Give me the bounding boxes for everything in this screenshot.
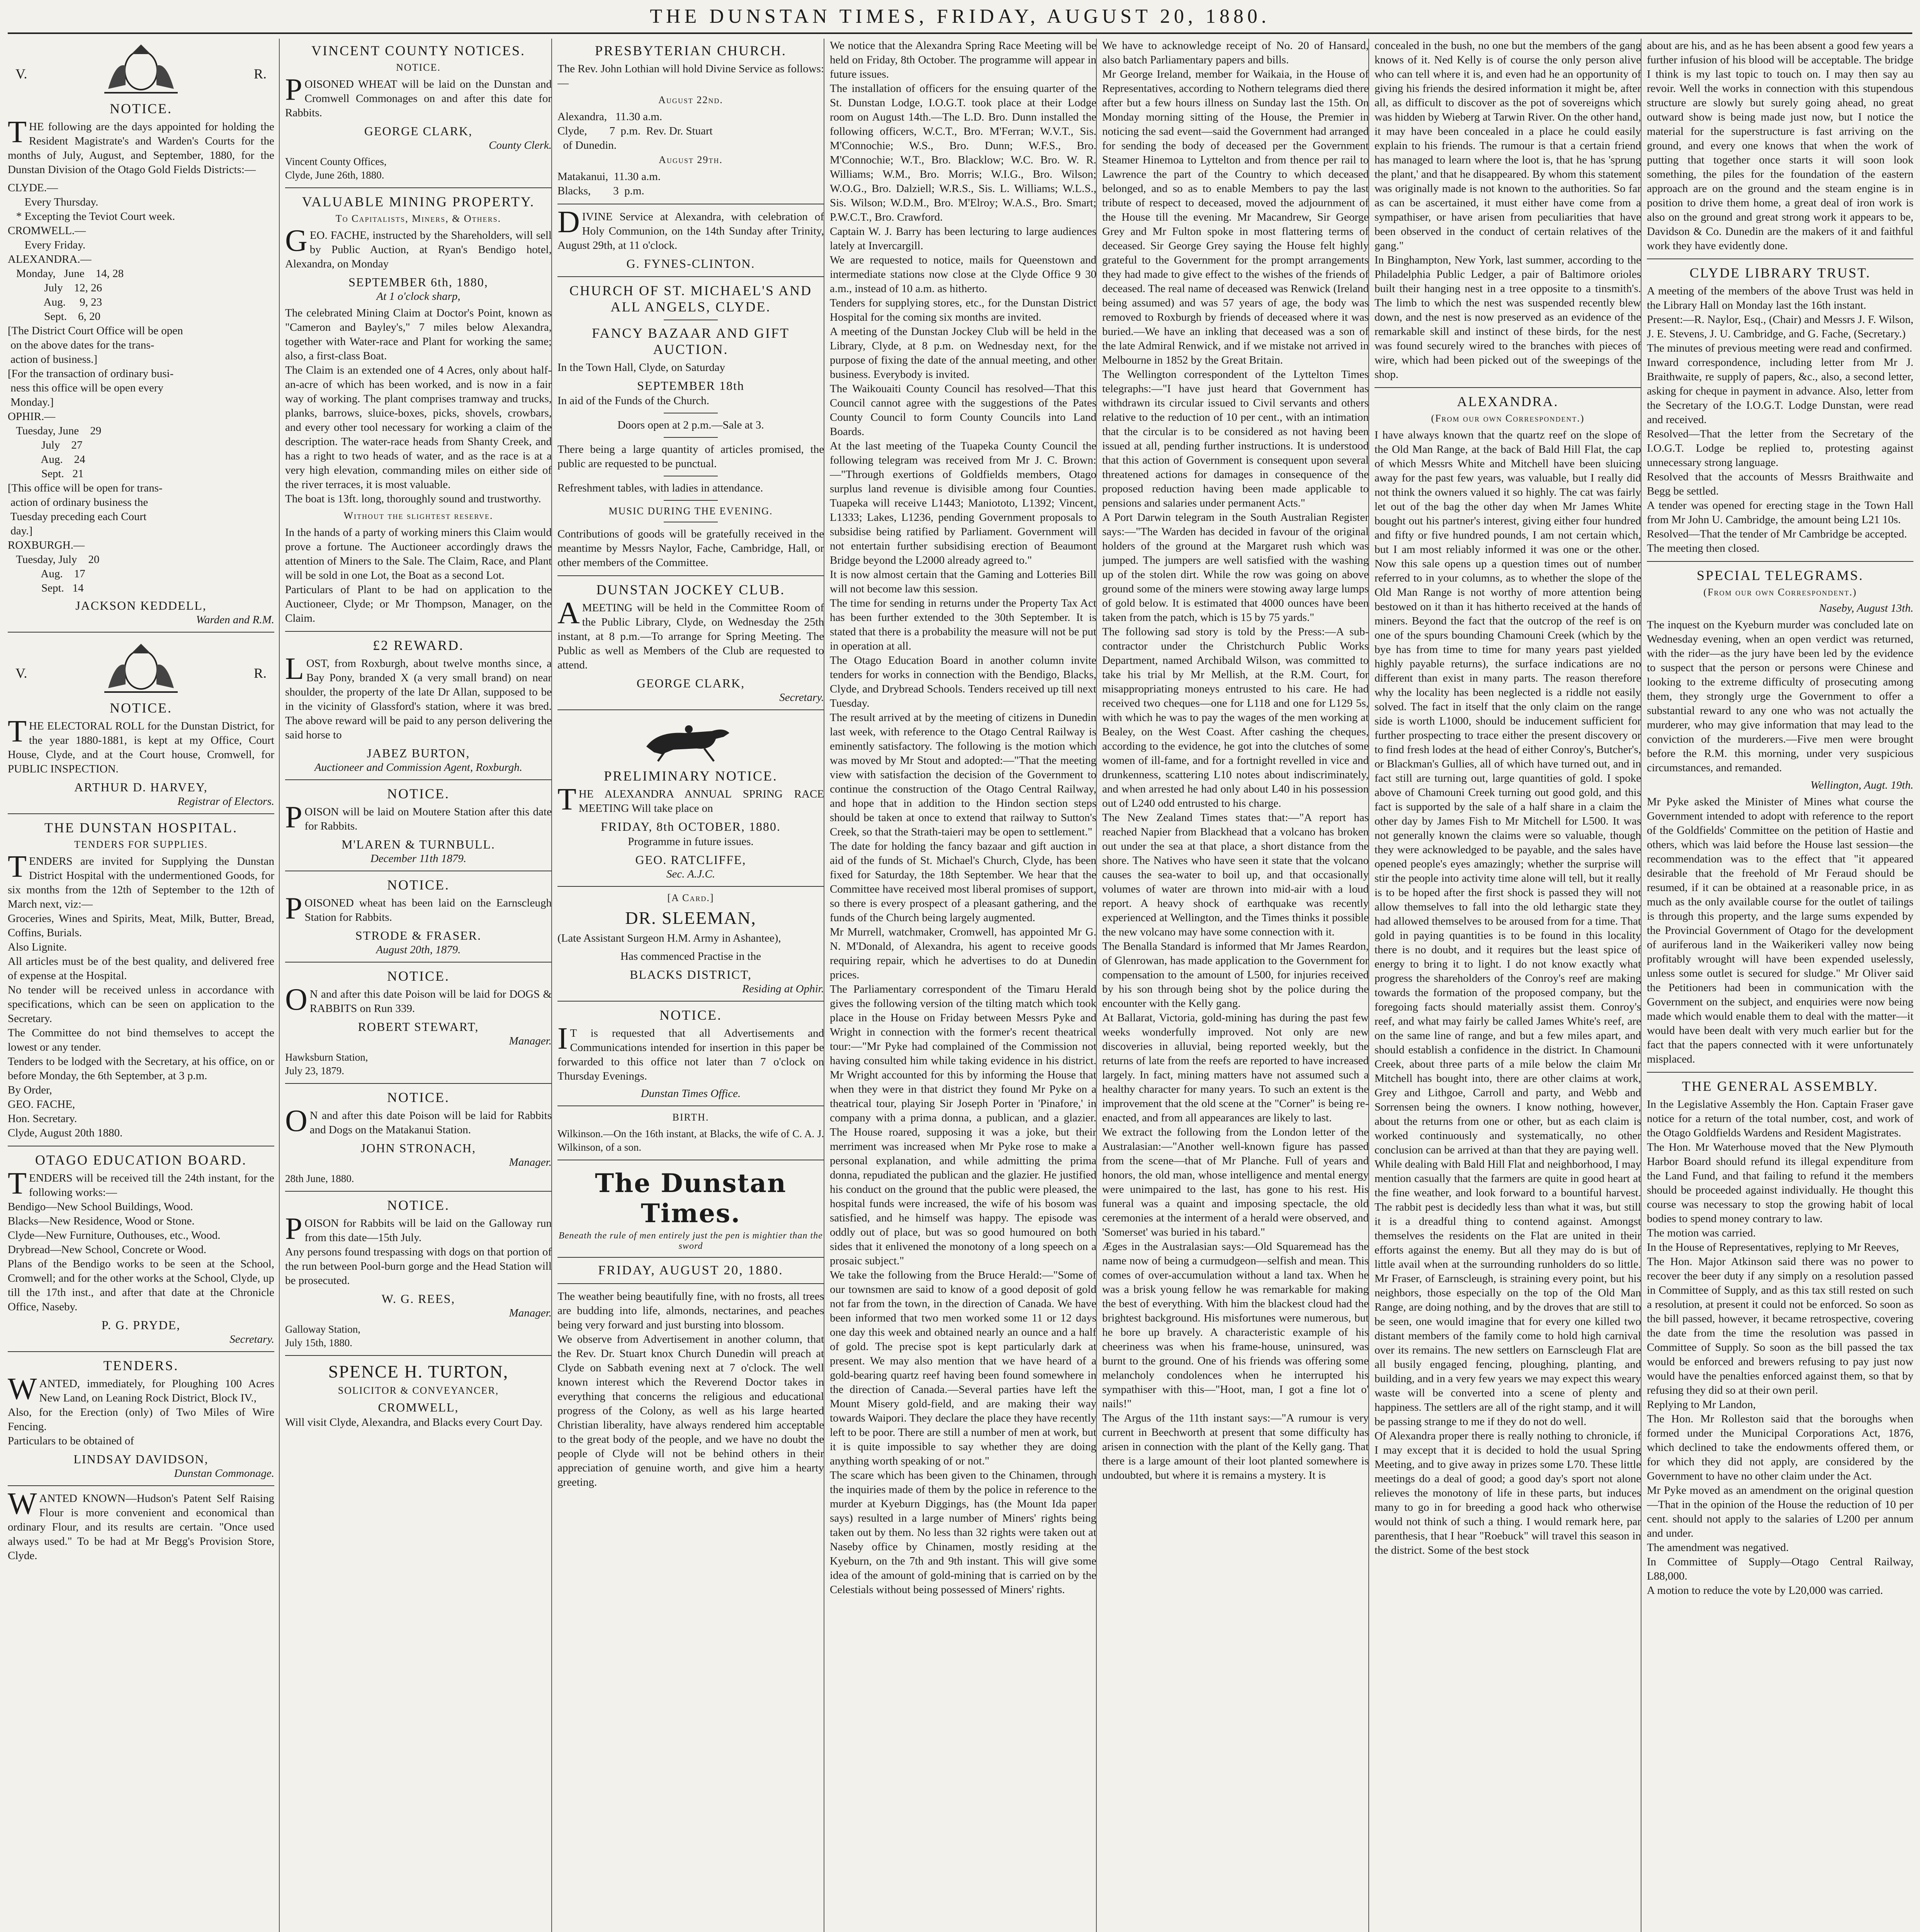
notice-body: POISON will be laid on Moutere Station after this date for Rabbits. — [285, 800, 552, 834]
notice-body: THE ELECTORAL ROLL for the Dunstan District, for the year 1880-1881, is kept at my Office, Court House, Clyde, and at the Court house, Cromwell, for PUBLIC INSPECTION. — [8, 714, 274, 775]
section-subheading: (From our own Correspondent.) — [1431, 413, 1585, 424]
signature: JABEZ BURTON, — [367, 746, 470, 760]
signature: JACKSON KEDDELL, — [75, 599, 207, 612]
divider — [1375, 387, 1641, 388]
column-rule — [279, 39, 280, 1932]
news-body: I have always known that the quartz reef on the slope of the Old Man Range, at the back of Bald Hill Flat, the cap of which Messrs White and Mitchell have been sluicing away for the past few years, was valuable, but I really did not think the owners valued it so highly. The cat was fairly let out of the bag the other day when Mr James White bought out his partner's interest, giving either four hundred and fifty or five hundred pounds, I am not certain which, but I am most reliably informed it was one or the other. Now this sale opens up a question times out of number referred to in your columns, as to whether the slope of the Old Man Range is not worthy of more attention being bestowed on it than it has hitherto received at the hands of miners. Beyond the fact that the outcrop of the reef is on one of the spurs bounding Chamouni Creek (which by the bye has from time to time for many years past yielded highly payable returns), the surface indications are no different than exist in many parts. The reason therefore why the locality has been neglected is a riddle not easily solved. The fact in itself that the only claim on the range side is worth L1000, should be inducement sufficient for further prospecting to trace either the present discovery or to find fresh lodes at the head of either Conroy's, Butcher's, or Blackman's Gullies, all of which have turned out, and in fact still are turning out, large quantities of gold. I spoke above of Chamouni Creek turning out good gold, and this fact is supported by the sale of a half share in a claim the other day by James Fish to Mr Mitchell for L500. It was not generally known the claims were so valuable, though they were acknowledged to be payable, and the sales have opened people's eyes amazingly; whether the surprise will stir the people into activity time alone will tell, but it really is to be hoped after the first shock is passed they will not allow themselves to fall into the old lethargic state they had allowed themselves to be aroused from for a time. That gold in paying quantities is to be found in this locality there is no doubt, and it requires but the least spice of energy to bring it to light. I do not know exactly what progress the shareholders of the Conroy's reef are making towards the formation of the proposed company, but the foregoing facts should materially assist them. Conroy's reef, and what may fairly be called James White's reef, are on the same line of range, and but a few miles apart, and should establish a confidence in the district. In Chamouni Creek, about three parts of a mile below the claim Mr Mitchell has bought into, there are other claims at work, Grey and Lithgoe, Carroll and party, and Webb and Sorrensen being the owners. I know nothing, however, about the returns from one or other, but as each claim is worked continuously and systematically, no other conclusion can be arrived at than that they are paying well. While dealing with Bald Hill Flat and neighborhood, I may mention casually that the farmers are quite in good heart at the fine weather, and look forward to a bountiful harvest. The rabbit pest is decidedly less than what it was, but still it is a dreadful thing to contend against. Amongst themselves the residents on the Flat are united in their efforts against the enemy. But all they may do is but of little avail when at the surrounding runholders do so little. Mr Fraser, of Earnscleugh, is straining every point, but his neighbors, those especially on the top of the Old Man Range, are doing nothing, and by the droves that are still to be seen, one would imagine that for every one killed two distant members of the family come to hold high carnival over its remains. The new settlers on Earnscleugh Flat are all busily engaged fencing, ploughing, planting, and building, and in a very few years we may expect this weary waste will be converted into a scene of plenty and happiness. The settlers are all of the right stamp, and it will be passing strange to me if they do not do well. Of Alexandra proper there is really nothing to chronicle, if I may except that it is decided to hold the usual Spring Meeting, and to give away in prizes some L70. These little meetings do a deal of good; a good day's sport not alone relieves the monotony of life in these parts, but induces many to go in for breeding a good hack who otherwise would not think of such a thing. I would remark here, par parenthesis, that I hear "Roebuck" will travel this season in the district. Some of the best stock — [1375, 429, 1641, 1556]
notice-body: ON and after this date Poison will be laid for DOGS & RABBITS on Run 339. — [285, 983, 552, 1017]
notice-body: POISON for Rabbits will be laid on the Galloway run from this date—15th July. Any persons found trespassing with dogs on that portion of the run between Pool-burn gorge and the Head Station will be prosecuted. — [285, 1212, 552, 1287]
notice-body: POISONED WHEAT will be laid on the Dunstan and Cromwell Commonages on and after this date for Rabbits. — [285, 73, 552, 119]
section-heading: DR. SLEEMAN, — [625, 908, 756, 928]
auction-time: At 1 o'clock sharp, — [376, 290, 460, 303]
divider — [8, 813, 274, 814]
notice-place: Hawksburn Station, July 23, 1879. — [285, 1051, 368, 1077]
notice-place: Galloway Station, July 15th, 1880. — [285, 1323, 360, 1349]
signature: LINDSAY DAVIDSON, — [73, 1452, 209, 1466]
news-body: The inquest on the Kyeburn murder was concluded late on Wednesday evening, when an open verdict was returned, with the rider—as the jury have been led by the evidence to suspect that the person or persons were Chinese and looking to the extreme difficulty of prosecuting among them, they strongly urge the Government to offer a substantial reward to any one who was not actually the murderer, who may give information that may lead to the conviction of the murderers.—Five men were brought before the R.M. this morning, under very suspicious circumstances, and remanded. — [1647, 619, 1913, 774]
signature-title: Dunstan Commonage. — [174, 1467, 274, 1480]
event-date: SEPTEMBER 18th — [637, 379, 744, 393]
reserve-note: Without the slightest reserve. — [343, 510, 493, 521]
notice-place: Vincent County Offices, Clyde, June 26th, 1880. — [285, 156, 387, 181]
divider — [557, 1257, 824, 1258]
page-masthead: THE DUNSTAN TIMES, FRIDAY, AUGUST 20, 1880. — [650, 5, 1270, 27]
section-heading: SPENCE H. TURTON, — [328, 1362, 509, 1381]
notice-body: TENDERS are invited for Supplying the Dunstan District Hospital with the undermentioned Goods, for six months from the 12th of September to the 12th of March next, viz:— Groceries, Wines and Spirits, Meat, Milk, Butter, Bread, Coffins, Burials. Also Lignite. All articles must be of the best quality, and delivered free of expense at the Hospital. No tender will be received unless in accordance with specifications, which can be seen on application to the Secretary. The Committee do not bind themselves to accept the lowest or any tender. Tenders to be lodged with the Secretary, at his office, on or before Monday, the 6th September, at 3 p.m. By Order, GEO. FACHE, Hon. Secretary. Clyde, August 20th 1880. — [8, 850, 274, 1139]
notice-body: THE ALEXANDRA ANNUAL SPRING RACE MEETING Will take place on — [557, 782, 824, 816]
royal-crest — [8, 638, 274, 696]
notice-body: IT is requested that all Advertisements and Communications intended for insertion in this paper be forwarded to this office not later than 7 o'clock on Thursday Evenings. — [557, 1022, 824, 1082]
notice-body: In aid of the Funds of the Church. — [557, 395, 710, 407]
section-heading: PRESBYTERIAN CHURCH. — [595, 43, 787, 58]
section-subheading: MUSIC DURING THE EVENING. — [608, 505, 773, 517]
dateline: Naseby, August 13th. — [1819, 602, 1913, 614]
notice-body: THE following are the days appointed for holding the Resident Magistrate's and Warden's Courts for the months of July, August, and September, 1880, for the Dunstan Division of the Otago Gold Fields Districts:— — [8, 115, 274, 176]
notice-body: Will visit Clyde, Alexandra, and Blacks every Court Day. — [285, 1416, 543, 1429]
divider — [285, 962, 552, 963]
divider — [557, 1001, 824, 1002]
divider — [8, 632, 274, 633]
section-heading: NOTICE. — [387, 786, 450, 801]
town-name: CROMWELL, — [378, 1400, 459, 1414]
signature-title: Manager. — [509, 1307, 552, 1319]
divider — [557, 1105, 824, 1106]
notice-body: Refreshment tables, with ladies in attendance. — [557, 482, 763, 494]
section-heading: NOTICE. — [387, 968, 450, 984]
section-heading: NOTICE. — [659, 1007, 722, 1023]
column-7 — [1647, 39, 1913, 1932]
notice-date: 28th June, 1880. — [285, 1173, 354, 1184]
coat-of-arms-icon — [93, 39, 189, 97]
signature: G. FYNES-CLINTON. — [626, 257, 755, 270]
section-heading: NOTICE. — [110, 700, 172, 716]
divider — [1647, 561, 1913, 562]
divider — [285, 631, 552, 632]
notice-body: Doors open at 2 p.m.—Sale at 3. — [617, 419, 764, 431]
section-heading: CHURCH OF ST. MICHAEL'S AND ALL ANGELS, CLYDE. — [569, 283, 812, 315]
notice-body: (Late Assistant Surgeon H.M. Army in Ashantee), — [557, 932, 781, 944]
section-heading: ALEXANDRA. — [1457, 394, 1559, 409]
section-heading: NOTICE. — [387, 1197, 450, 1213]
crest-letter-right: R. — [253, 665, 267, 681]
royal-crest — [8, 39, 274, 97]
district-name: BLACKS DISTRICT, — [630, 968, 752, 981]
divider — [285, 1083, 552, 1084]
signature: GEORGE CLARK, — [636, 676, 745, 690]
notice-body: DIVINE Service at Alexandra, with celebration of Holy Communion, on the 14th Sunday after Trinity, August 29th, at 11 o'clock. — [557, 205, 824, 252]
section-heading: PRELIMINARY NOTICE. — [604, 768, 778, 784]
section-heading: TENDERS. — [103, 1358, 179, 1373]
section-subheading: BIRTH. — [672, 1112, 709, 1123]
signature-title: Warden and R.M. — [196, 614, 274, 626]
notice-body: There being a large quantity of articles promised, the public are requested to be punctual. — [557, 443, 824, 470]
signature-title: Auctioneer and Commission Agent, Roxburgh. — [314, 761, 523, 774]
signature-title: Registrar of Electors. — [177, 795, 274, 808]
signature-title: Sec. A.J.C. — [666, 868, 715, 880]
service-date: August 29th. — [659, 154, 723, 165]
column-3 — [557, 39, 824, 1932]
signature-title: Manager. — [509, 1156, 552, 1168]
column-1 — [8, 39, 274, 1932]
signature: W. G. REES, — [381, 1292, 455, 1306]
signature-title: Manager. — [509, 1035, 552, 1047]
divider — [557, 1283, 824, 1284]
notice-body: AMEETING will be held in the Committee Room of the Public Library, Clyde, on Wednesday the 25th instant, at 8 p.m.—To arrange for Spring Meeting. The Public as well as Members of the Club are requested to attend. — [557, 596, 824, 671]
divider — [285, 779, 552, 780]
section-subheading: TENDERS FOR SUPPLIES. — [74, 839, 208, 850]
section-heading: NOTICE. — [110, 101, 172, 116]
signature: STRODE & FRASER. — [355, 929, 482, 942]
signature-title: Secretary. — [779, 691, 824, 704]
signature-title: Secretary. — [229, 1333, 274, 1345]
column-4 — [830, 39, 1096, 1932]
newspaper-title: The Dunstan Times. — [595, 1168, 787, 1228]
signature: JOHN STRONACH, — [360, 1141, 476, 1155]
signature: M'LAREN & TURNBULL. — [342, 837, 495, 851]
notice-body: TENDERS will be received till the 24th instant, for the following works:— Bendigo—New School Buildings, Wood. Blacks—New Residence, Wood or Stone. Clyde—New Furniture, Outhouses, etc., Wood. Drybread—New School, Concrete or Wood. Plans of the Bendigo works to be seen at the School, Cromwell; and for the other works at the School, Clyde, up till the 17th inst., and after that date at the Chronicle Office, Naseby. — [8, 1167, 274, 1313]
notice-body: In the Town Hall, Clyde, on Saturday — [557, 361, 725, 374]
divider — [557, 709, 824, 710]
service-schedule: Matakanui, 11.30 a.m. Blacks, 3 p.m. — [557, 170, 661, 197]
notice-body: Programme in future issues. — [628, 835, 754, 848]
section-heading: VINCENT COUNTY NOTICES. — [311, 43, 525, 58]
news-body: about are his, and as he has been absent a good few years a further infusion of his blood will be acceptable. The bridge I think is my last topic to touch on. I may then say au revoir. Well the works in connection with this stupendous structure are slowly but surely going ahead, no great outward show is being made just now, but I notice the material for the superstructure is fast arriving on the ground, and every one knows that when the work of putting that together once starts it will soon look something, the piles for the foundation of the eastern approach are on the ground and the steam engine is in position to drive them home, a great deal of iron work is also on the ground and great strong work it appears to be, Davidson & Co. Dunedin are the makers of it and faithful work they have evidently done. — [1647, 39, 1913, 252]
column-6 — [1375, 39, 1641, 1932]
notice-body: Contributions of goods will be gratefully received in the meantime by Messrs Naylor, Fache, Cambridge, Hall, or other members of the Committee. — [557, 528, 824, 569]
signature: ROBERT STEWART, — [358, 1020, 479, 1034]
service-date: August 22nd. — [658, 94, 723, 105]
section-heading: £2 REWARD. — [373, 638, 464, 653]
notice-body: The celebrated Mining Claim at Doctor's Point, known as "Cameron and Bayley's," 7 miles below Alexandra, together with Water-race and Plant for working the same; also, a first-class Boat. The Claim is an extended one of 4 Acres, only about half-an-acre of which has been worked, and is now in a fair way of working. The plant comprises tramway and trucks, planks, barrows, sluice-boxes, picks, shovels, crowbars, and every other tool necessary for working a claim of the description. The water-race heads from Shanty Creek, and has a right to two heads of water, and as the race is at a very high elevation, commanding miles on either side of the river terraces, it is most valuable. The boat is 13ft. long, thoroughly sound and trustworthy. — [285, 307, 552, 505]
signature: GEO. RATCLIFFE, — [635, 853, 746, 867]
coat-of-arms-icon — [93, 638, 189, 696]
section-heading: NOTICE. — [387, 877, 450, 893]
divider — [8, 1351, 274, 1352]
divider — [285, 1191, 552, 1192]
crest-letter-right: R. — [253, 66, 267, 82]
signature: Dunstan Times Office. — [641, 1087, 741, 1100]
advertisement-body: WANTED KNOWN—Hudson's Patent Self Raising Flour is more convenient and economical than ordinary Flour, and its results are certain. "Once used always used." To be had at Mr Begg's Provision Store, Clyde. — [8, 1487, 274, 1562]
section-heading: FANCY BAZAAR AND GIFT AUCTION. — [591, 325, 790, 357]
divider — [285, 1355, 552, 1356]
news-body: A meeting of the members of the above Trust was held in the Library Hall on Monday last the 16th instant. Present:—R. Naylor, Esq., (Chair) and Messrs J. F. Wilson, J. E. Stevens, J. U. Cambridge, and G. Fache, (Secretary.) The minutes of previous meeting were read and confirmed. Inward correspondence, including letter from Mr J. Braithwaite, re supply of papers, &c., also, a second letter, asking for cheque in payment in advance. Also, letter from the Secretary of the I.O.G.T. Lodge Dunstan, were read and received. Resolved—That the letter from the Secretary of the I.O.G.T. Lodge be replied to, protesting against unnecessary strong language. Resolved that the accounts of Messrs Braithwaite and Begg be settled. A tender was opened for erecting stage in the Town Hall from Mr John U. Cambridge, the amount being L21 10s. Resolved—That the tender of Mr Cambridge be accepted. The meeting then closed. — [1647, 285, 1913, 554]
editorial-body: The weather being beautifully fine, with no frosts, all trees are budding into life, almonds, nectarines, and peaches being very forward and just bursting into blossom. We observe from Advertisement in another column, that the Rev. Dr. Stuart knox Church Dunedin will preach at Clyde on Sabbath evening next at 7 o'clock. The well known interest which the Reverend Doctor takes in everything that concerns the religious and educational progress of the Colony, as well as his large hearted Christian liberality, have always rendered him acceptable to the great body of the people, and we have no doubt the people of Clyde will not be behind others in their appreciation of genuine worth, and give him a hearty greeting. — [557, 1290, 824, 1488]
masthead-rule — [8, 32, 1912, 34]
signature-title: County Clerk. — [489, 139, 552, 151]
residence: Residing at Ophir. — [742, 983, 824, 995]
notice-body: WANTED, immediately, for Ploughing 100 Acres New Land, on Leaning Rock District, Block IV., Also, for the Erection (only) of Two Miles of Wire Fencing. Particulars to be obtained of — [8, 1372, 274, 1447]
section-heading: VALUABLE MINING PROPERTY. — [302, 194, 535, 209]
event-date: FRIDAY, 8th OCTOBER, 1880. — [601, 820, 781, 833]
notice-body: Wilkinson.—On the 16th instant, at Blacks, the wife of C. A. J. Wilkinson, of a son. — [557, 1128, 824, 1153]
section-heading: THE DUNSTAN HOSPITAL. — [44, 820, 238, 835]
divider — [8, 1485, 274, 1486]
section-subheading: NOTICE. — [396, 62, 441, 73]
news-body: We have to acknowledge receipt of No. 20 of Hansard, also batch Parliamentary papers and bills. Mr George Ireland, member for Waikaia, in the House of Representatives, according to Nothern telegrams died there after but a few hours illness on Sunday last the 15th. On Monday morning sitting of the House, the Premier in noticing the sad event—said the Government had arranged for sending the body of deceased per the Government Steamer Hinemoa to Lyttelton and from thence per rail to Lawrence the part of the Country to which deceased belonged, and so as to enable Members to pay the last tribute of respect to deceased, moved the adjournment of the House till the evening. Mr Macandrew, Sir George Grey and Mr Fulton spoke in most flattering terms of deceased. Sir George Grey saying the House felt highly grateful to the Government for the prompt arrangements they had made to give effect to the wishes of the friends of deceased. The real name of deceased was Renwick (Ireland being assumed) and was 57 years of age, the body was removed to Roxburgh by friends of deceased where it was buried.—We have an inkling that deceased was a son of the late Admiral Renwick, and if we mistake not arrived in Melbourne in 1852 by the Great Britain. The Wellington correspondent of the Lyttelton Times telegraphs:—"I have just heard that Government has withdrawn its circular issued to Civil servants and others relative to the reduction of 10 per cent., with an intimation that the circular is to be considered as not having been issued at all, pending further instructions. It is understood that this action of Government is consequent upon several threatened actions for damages in consequence of the proposed reduction having been made applicable to pensions and salaries under permanent Acts." A Port Darwin telegram in the South Australian Register says:—"The Warden has decided in favour of the original holders of the ground at the Margaret rush which was jumped. The jumpers are well satisfied with the washing up of the stolen dirt. While the row was going on above ground some of the miners were stowing away large lumps of gold below. It is estimated that 4000 ounces have been taken from the patch, which is 15 by 75 yards." The following sad story is told by the Press:—A sub-contractor under the Christchurch Public Works Department, named Archibald Wilson, was committed to take his trial by Mr Mellish, at the R.M. Court, for misappropriating moneys entrusted to his care. He had received two cheques—one for L118 and one for L129 5s, with which he was to pay the wages of the men working at Bealey, on the West Coast. After cashing the cheques, according to the evidence, he got into the clutches of some women of ill-fame, and for a fortnight revelled in vice and drunkenness, scattering L10 notes about indiscriminately, and when arrested he had only about L40 in his possession out of L240 odd entrusted to his charge. The New Zealand Times states that:—"A report has reached Napier from Blackhead that a volcano has broken out under the sea at that place, a short distance from the shore. The Natives who have seen it state that the volcano causes the sea-water to boil up, and that occasionally volumes of water are thrown into mid-air with a loud report. A heavy shock of earthquake was recently experienced at Wellington, and the Times thinks it possible the new volcano may have some connection with it. The Benalla Standard is informed that Mr James Reardon, of Glenrowan, has made application to the Government for compensation to the amount of L500, for injuries received by his son through being shot by the police during the encounter with the Kelly gang. At Ballarat, Victoria, gold-mining has during the past few weeks wonderfully improved. Not only are new discoveries in alluvial, being reported weekly, but the returns of late from the reefs are reported to have increased largely. In fact, mining matters have not assumed such a healthy character for many years. To such an extent is the improvement that the old scene at the "Corner" is being re-enacted, and from all appearances are likely to last. We extract the following from the London letter of the Australasian:—"Another well-known figure has passed from the scene—that of Mr Planche. Full of years and honors, the old man, whose intelligence and mental energy were unimpaired to the last, has gone to his rest. His funeral was a quaint and imposing spectacle, the old ceremonies at the interment of a herald were observed, and 'Somerset' was buried in his tabard." Æges in the Australasian says:—Old Squaremead has the name now of being a curmudgeon—selfish and mean. This comes of over-accumulation without a land tax. When he was a brisk young fellow he was remarkable for making the best of everything. With him the blackest cloud had the brightest background. His misfortunes were numerous, but he bore up bravely. A characteristic example of his cheeriness was when his frame-house, uninsured, was burnt to the ground. One of his friends was offering some melancholy condolences when he interrupted his sympathiser with this—"Hoot, man, I got a fine lot o' nails!" The Argus of the 11th instant says:—"A rumour is very current in Beechworth at present that some difficulty has arisen in connection with the plant of the Kelly gang. That there is a large amount of their loot planted somewhere is undoubted, but where it is remains a mystery. It is — [1102, 39, 1369, 1481]
column-2 — [285, 39, 552, 1932]
dateline: Wellington, Augt. 19th. — [1810, 779, 1913, 791]
section-subheading: (From our own Correspondent.) — [1703, 587, 1857, 598]
card-label: [A Card.] — [667, 892, 714, 903]
news-body: Mr Pyke asked the Minister of Mines what course the Government intended to adopt with reference to the report of the Goldfields' Committee on the petition of Hastie and others, which was laid before the House last session—the recommendation was to the effect that "it appeared desirable that the freehold of Mr Feraud should be resumed, if it can be obtained at a reasonable price, in as much as the only available course for the outlet of tailings is through this property, and the large sums expended by the Provincial Government of Otago for the development of auriferous land in the Waikerikeri valley now being profitably wrought will have been expended uselessly, unless some outlet is secured for sludge." Mr Oliver said the Petitioners had been in communication with the Government on the subject, and enquiries were now being made which would enable them to deal with the matter—it would have been dealt with very much earlier but for the fact that the papers connected with it were unfortunately misplaced. — [1647, 796, 1913, 1065]
service-schedule: Alexandra, 11.30 a.m. Clyde, 7 p.m. Rev. Dr. Stuart of Dunedin. — [557, 111, 713, 151]
column-5 — [1102, 39, 1369, 1932]
notice-body: GEO. FACHE, instructed by the Shareholders, will sell by Public Auction, at Ryan's Bendigo hotel, Alexandra, on Monday — [285, 224, 552, 270]
notice-body: Has commenced Practise in the — [620, 950, 761, 963]
notice-date: December 11th 1879. — [370, 852, 467, 865]
notice-body: POISONED wheat has been laid on the Earnscleugh Station for Rabbits. — [285, 891, 552, 925]
racehorse-icon — [557, 716, 824, 762]
divider — [557, 886, 824, 887]
court-schedule: CLYDE.— Every Thursday. * Excepting the Teviot Court week. CROMWELL.— Every Friday. ALEXANDRA.— Monday, June 14, 28 July 12, 26 Aug. 9, 23 Sept. 6, 20 [The District Court Office will be open on the above dates for the trans- action of business.] [For the transaction of ordinary busi- ness this office will be open every Monday.] OPHIR.— Tuesday, June 29 July 27 Aug. 24 Sept. 21 [This office will be open for trans- action of ordinary business the Tuesday preceding each Court day.] ROXBURGH.— Tuesday, July 20 Aug. 17 Sept. 14 — [8, 182, 183, 594]
notice-body: LOST, from Roxburgh, about twelve months since, a Bay Pony, branded X (a very small brand) on near shoulder, the property of the late Dr Allan, supposed to be in the vicinity of Glassford's station, where it was bred. The above reward will be paid to any person delivering the said horse to — [285, 652, 552, 741]
signature: GEORGE CLARK, — [364, 124, 473, 138]
divider — [1647, 1072, 1913, 1073]
notice-body: The Rev. John Lothian will hold Divine Service as follows:— — [557, 63, 824, 89]
section-heading: NOTICE. — [387, 1090, 450, 1105]
crest-letter-left: V. — [15, 665, 27, 681]
section-heading: SPECIAL TELEGRAMS. — [1696, 568, 1864, 583]
signature: ARTHUR D. HARVEY, — [74, 780, 208, 794]
divider — [557, 575, 824, 576]
news-body: In the Legislative Assembly the Hon. Captain Fraser gave notice for a return of the total number, cost, and work of the Otago Goldfields Wardens and Resident Magistrates. The Hon. Mr Waterhouse moved that the New Plymouth Harbor Board should refund its illegal expenditure from the Land Fund, and that failing to refund it the members should be proceeded against individually. He thought this course was necessary to stop the growing habit of local bodies to spend money contrary to law. The motion was carried. In the House of Representatives, replying to Mr Reeves, The Hon. Major Atkinson said there was no power to recover the beer duty if any simply on a resolution passed in Committee of Supply, and as this tax still rested on such a resolution, at present it could not be enforced. So soon as the bill passed, however, it became retrospective, covering the date from the time the resolution was passed in Committee of Supply. So soon as the bill passed the tax would be enforced and brewers refusing to pay just now would have the penalties enforced against them, so that by refusing they did so at their own peril. Replying to Mr Landon, The Hon. Mr Rolleston said that the boroughs when formed under the Municipal Corporations Act, 1876, which declined to take the endowments offered them, or for which they did not apply, are considered by the Government to have no other claim under the Act. Mr Pyke moved as an amendment on the original question—That in the opinion of the House the reduction of 10 per cent. should not apply to the salaries of L200 per annum and under. The amendment was negatived. In Committee of Supply—Otago Central Railway, L88,000. A motion to reduce the vote by L20,000 was carried. — [1647, 1098, 1913, 1597]
divider — [664, 437, 718, 438]
issue-date: FRIDAY, AUGUST 20, 1880. — [598, 1263, 783, 1277]
notice-body: ON and after this date Poison will be laid for Rabbits and Dogs on the Matakanui Station. — [285, 1104, 552, 1138]
news-body: We notice that the Alexandra Spring Race Meeting will be held on Friday, 8th October. The programme will appear in future issues. The installation of officers for the ensuing quarter of the St. Dunstan Lodge, I.O.G.T. took place at their Lodge room on August 14th.—The L.D. Bro. Dunn installed the following officers, W.C.T., Bro. M'Ferran; W.V.T., Sis. M'Connochie; W.S., Bro. Dunn; W.F.S., Bro. M'Connochie; W.T., Bro. Blacklow; W.C. Bro. W. R. Williams; W.M., Bro. Morris; W.I.G., Bro. Wilson; W.O.G., Bro. Dalziell; W.R.S., Sis. L. Williams; W.L.S., Sis. Wilson; W.D.M., Bro. M'Elroy; W.A.S., Bro. Smart; P.W.C.T., Bro. Crawford. Captain W. J. Barry has been lecturing to large audiences lately at Invercargill. We are requested to notice, mails for Queenstown and intermediate stations now close at the Clyde Office 9 30 a.m., instead of 10 a.m. as hitherto. Tenders for supplying stores, etc., for the Dunstan District Hospital for the coming six months are invited. A meeting of the Dunstan Jockey Club will be held in the Library, Clyde, at 8 p.m. on Wednesday next, for the purpose of fixing the date of the annual meeting, and other business. Everybody is invited. The Waikouaiti County Council has resolved—That this Council cannot agree with the suggestions of the Pates County Council to form County Councils into Land Boards. At the last meeting of the Tuapeka County Council the following telegram was received from Mr J. C. Brown:—"Through exertions of Goldfields members, Otago surplus land revenue is divisible among four Counties. Tuapeka will receive L1443; Maniototo, L1392; Vincent, L1333; Lakes, L1236, pending Government proposals to subsidise being ratified by Parliament. Government will not entertain further subsidising erection of Beaumont Bridge beyond the L2000 already agreed to." It is now almost certain that the Gaming and Lotteries Bill will not become law this session. The time for sending in returns under the Property Tax Act has been further extended to the 30th September. It is stated that there is a probability the measure will not be put in operation at all. The Otago Education Board in another column invite tenders for works in connection with the Bendigo, Blacks, Clyde, and Drybread Schools. Tenders received up till next Tuesday. The result arrived at by the meeting of citizens in Dunedin last week, with reference to the Otago Central Railway is eminently satisfactory. The following is the motion which was moved by Mr Stout and adopted:—"That the meeting view with satisfaction the decision of the Government to continue the construction of the Otago Central Railway, and hope that in addition to the Hindon section steps should be taken at once to extend that railway to Sutton's Creek, so that the Strath-taieri may be open to settlement." The date for holding the fancy bazaar and gift auction in aid of the funds of St. Michael's Church, Clyde, has been fixed for Saturday, the 18th September. We hear that the Committee have received most liberal promises of support, so there is every prospect of a pleasant gathering, and the funds of the Church being largely augmented. Mr Murrell, watchmaker, Cromwell, has appointed Mr G. N. M'Donald, of Alexandra, his agent to receive goods requiring repair, which he advertises to do at Dunedin prices. The Parliamentary correspondent of the Timaru Herald gives the following version of the tilting match which took place in the House on Friday between Messrs Pyke and Wright in connection with the former's recent theatrical tour:—"Mr Pyke had complained of the Commission not having consulted him while taking evidence in his district. Mr Wright accounted for this by informing the House that when they were in that district they found Mr Pyke on a theatrical tour, playing Sir Joseph Porter in 'Pinafore,' in company with a prima donna, a publican, and a glazier. The House roared, supposing it was a joke, but their merriment was increased when Mr Pyke rose to make a personal explanation, and while admitting the prima donna, repudiated the publican and the glazier. He justified his conduct on the ground that the public were pleased, the hospital funds were increased, the wife of his bosom was satisfied, and he himself was happy. The episode was oddly out of place, but was so good humoured on both sides that it enlivened the monotony of a long speech on a prosaic subject." We take the following from the Bruce Herald:—"Some of our townsmen are said to know of a good deposit of gold not far from the town, in the direction of Canada. We have been informed that two men worked some 11 or 12 days one day this week and obtained nearly an ounce and a half of gold. The precise spot is kept particularly dark at present. We may also mention that we have heard of a gold-bearing quartz reef having been found somewhere in the direction of Canada.—Several parties have left the Mount Misery gold-field, and are making their way towards Waipori. They declare the place they have recently left to be poor. There are still a number of men at work, but it is quite impossible to say whether they are doing anything worth speaking of or not." The scare which has been given to the Chinamen, through the inquiries made of them by the police in reference to the murder at Kyeburn Diggings, has (the Mount Ida paper says) resulted in a large number of Miners' rights being taken out by them. No less than 32 rights were taken out at Naseby office by Chinamen, mostly residing at the Kyeburn, on the 7th and 9th instant. This will give some idea of the amount of gold-mining that is carried on by the Celestials without being possessed of Miners' rights. — [830, 39, 1096, 1596]
signature: P. G. PRYDE, — [101, 1318, 181, 1332]
divider — [664, 500, 718, 501]
newspaper-motto: Beneath the rule of men entirely just the pen is mightier than the sword — [559, 1231, 823, 1251]
notice-body: In the hands of a party of working miners this Claim would prove a fortune. The Auctioneer accordingly draws the attention of Miners to the Sale. The Claim, Race, and Plant will be sold in one Lot, the Boat as a second Lot. Particulars of Plant to be had on application to the Auctioneer, Clyde; or Mr Thompson, Manager, on the Claim. — [285, 526, 552, 624]
news-body: concealed in the bush, no one but the members of the gang knows of it. Ned Kelly is of course the only person alive who can tell where it is, and even had he an opportunity of giving his friends the desired information it might be, after all, as difficult to discover as the pot of sovereigns which was hidden by Wieberg at Tarwin River. On the other hand, it may have been concealed in a place he could easily explain to his friends. The rumour is that a certain friend has managed to learn where the loot is, that he has 'sprung the plant,' and that he disappeared. By whom this statement was originally made is not known to the authorities. So far as can be ascertained, it must either have come from a sympathiser, or have arisen from peculiarities that have been observed in the conduct of certain relatives of the gang." In Binghampton, New York, last summer, according to the Philadelphia Public Ledger, a pair of Baltimore orioles built their hanging nest in a tree opposite to a tinsmith's. The limb to which the nest was suspended recently blew down, and the nest is now preserved as an evidence of the remarkable skill and instinct of these birds, for the nest was found securely wired to the branches with pieces of wire, which had been picked out of the sweepings of the shop. — [1375, 39, 1641, 381]
section-heading: THE GENERAL ASSEMBLY. — [1682, 1078, 1879, 1094]
section-subheading: SOLICITOR & CONVEYANCER, — [338, 1385, 499, 1396]
notice-date: August 20th, 1879. — [376, 944, 461, 956]
section-subheading: To Capitalists, Miners, & Others. — [335, 213, 501, 224]
section-heading: CLYDE LIBRARY TRUST. — [1689, 265, 1871, 281]
section-heading: DUNSTAN JOCKEY CLUB. — [596, 582, 785, 597]
section-heading: OTAGO EDUCATION BOARD. — [35, 1152, 247, 1168]
divider — [285, 187, 552, 188]
crest-letter-left: V. — [15, 66, 27, 82]
divider — [557, 276, 824, 277]
auction-date: SEPTEMBER 6th, 1880, — [348, 275, 488, 289]
